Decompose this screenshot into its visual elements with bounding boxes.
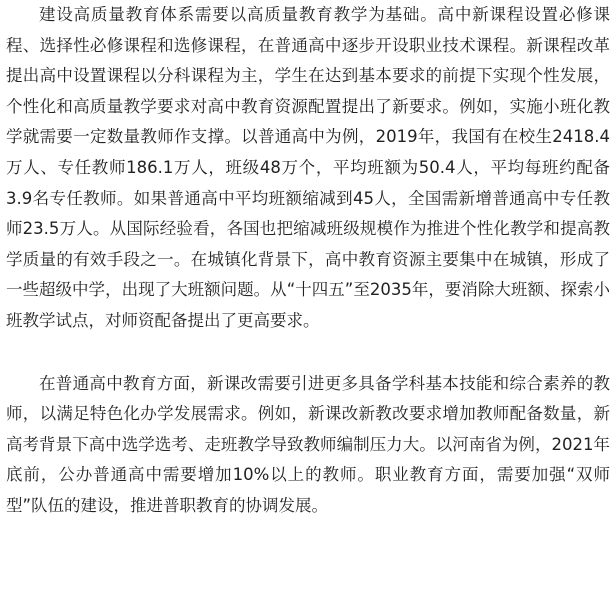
article-body xyxy=(6,0,610,522)
paragraph-2: 在普通高中教育方面，新课改需要引进更多具备学科基本技能和综合素养的教师，以满足特色化办学发展需求。例如，新课改新教改要求增加教师配备数量，新高考背景下高中选学选考、走班教学导致教师编制压力大。以河南省为例，2021年底前，公办普通高中需要增加10%以上的教师。职业教育方面，需要加强“双师型”队伍的建设，推进普职教育的协调发展。 xyxy=(6,373,610,515)
paragraph-1: 建设高质量教育体系需要以高质量教育教学为基础。高中新课程设置必修课程、选择性必修课程和选修课程，在普通高中逐步开设职业技术课程。新课程改革提出高中设置课程以分科课程为主，学生在达到基本要求的前提下实现个性发展，个性化和高质量教学要求对高中教育资源配置提出了新要求。例如，实施小班化教学就需要一定数量教师作支撑。以普通高中为例，2019年，我国有在校生2418.4万人、专任教师186.1万人，班级48万个，平均班额为50.4人，平均每班约配备3.9名专任教师。如果普通高中平均班额缩减到45人，全国需新增普通高中专任教师23.5万人。从国际经验看，各国也把缩减班级规模作为推进个性化教学和提高教学质量的有效手段之一。在城镇化背景下，高中教育资源主要集中在城镇，形成了一些超级中学，出现了大班额问题。从“十四五”至2035年，要消除大班额、探索小班教学试点，对师资配备提出了更高要求。 xyxy=(6,5,610,330)
